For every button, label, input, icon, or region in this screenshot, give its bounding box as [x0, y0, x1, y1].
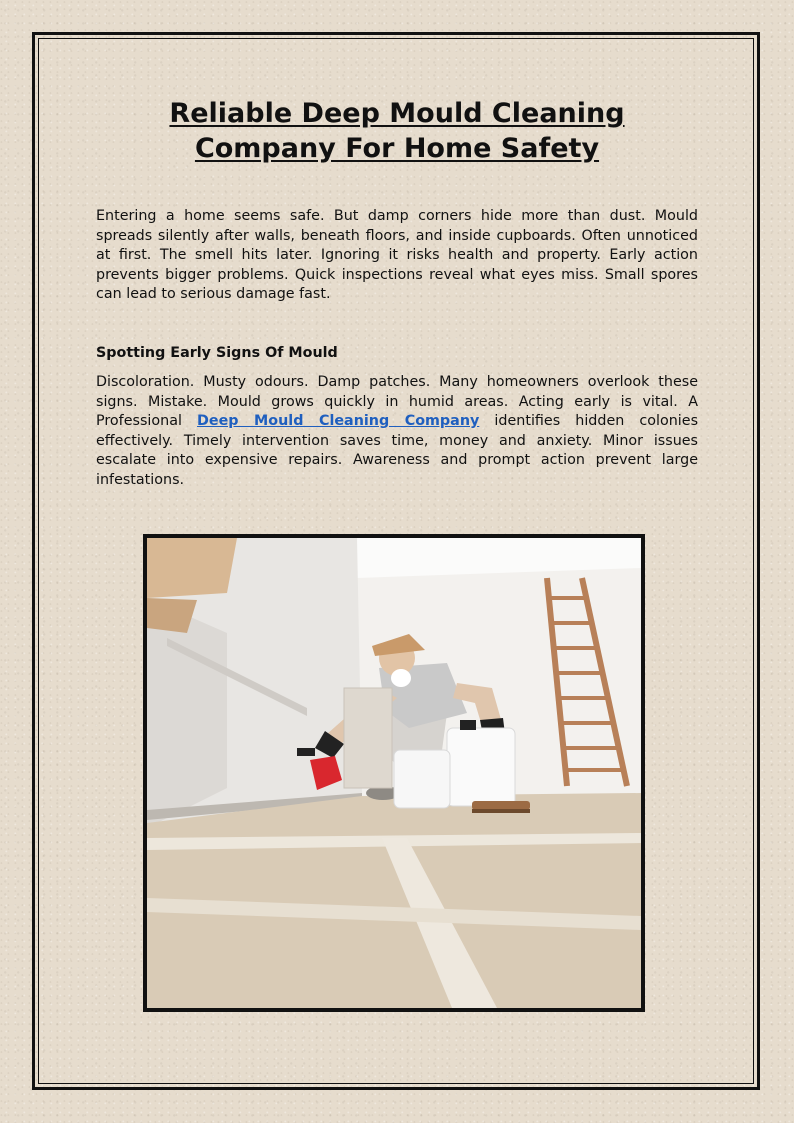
section-text-before-link: Discoloration. Musty odours. Damp patches. Many homeowners overlook these signs. Mistake. Mould grows quickly in humid areas. Acting early is vital. A Professional [96, 374, 698, 429]
page-title: Reliable Deep Mould Cleaning Company For Home Safety [169, 98, 625, 164]
section-paragraph [96, 373, 698, 490]
mould-cleaning-photo [143, 534, 645, 1012]
intro-paragraph: Entering a home seems safe. But damp corners hide more than dust. Mould spreads silently after walls, beneath floors, and inside cupboards. Often unnoticed at first. The smell hits later. Ignoring it risks health and property. Early action prevents bigger problems. Quick inspections reveal what eyes miss. Small spores can lead to serious damage fast. [96, 208, 698, 302]
deep-mould-cleaning-company-link[interactable]: Deep Mould Cleaning Company [197, 413, 480, 429]
section-heading: Spotting Early Signs Of Mould [96, 345, 338, 361]
section-text-after-link: identifies hidden colonies effectively. Timely intervention saves time, money and anxiety. Minor issues escalate into expensive repairs. Awareness and prompt action prevent large infestations. [96, 413, 699, 488]
